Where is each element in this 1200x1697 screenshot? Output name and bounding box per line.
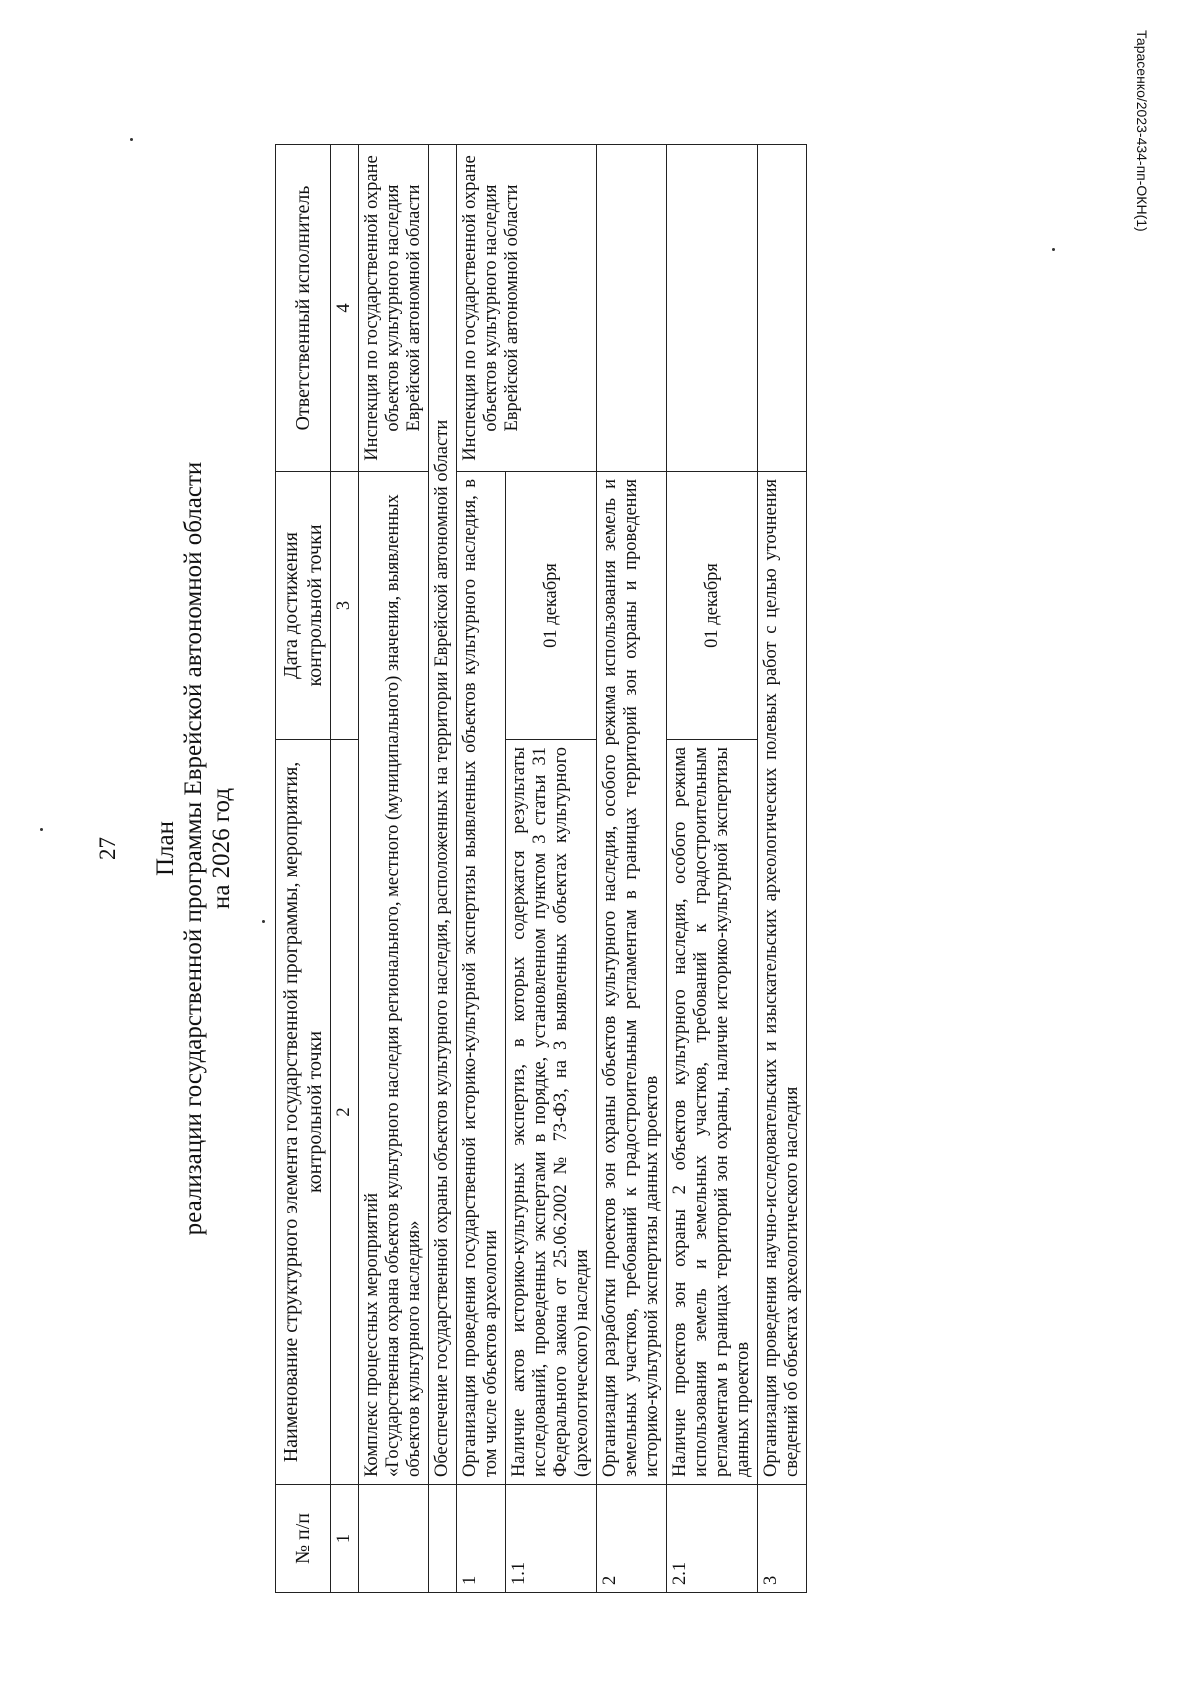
row-executor-empty: [758, 145, 807, 472]
page-title: [152, 0, 236, 1697]
row-num: 1: [457, 1485, 506, 1593]
row-num: 2.1: [667, 1485, 758, 1593]
task-num-cell: [429, 1485, 457, 1593]
header-name: Наименование структурного элемента государственной программы, мероприятия, контрольной точки: [276, 740, 331, 1485]
plan-table: [275, 144, 807, 1593]
document-code: Тарасенко/2023-434-пп-ОКН(1): [1134, 30, 1150, 232]
row-date: 01 декабря: [667, 472, 758, 740]
complex-row: [359, 145, 429, 1593]
row-num: 1.1: [506, 1485, 597, 1593]
header-executor: Ответственный исполнитель: [276, 145, 331, 472]
column-number: 3: [331, 472, 359, 740]
scan-speck: [40, 828, 43, 831]
table-row: [597, 145, 667, 1593]
row-text: Наличие проектов зон охраны 2 объектов культурного наследия, особого режима использования земель и земельных участков, требований к градостроительным регламентам в границах территорий зон охраны, наличие историко-культурной экспертизы данных проектов: [667, 740, 758, 1485]
row-executor: Инспекция по государственной охране объектов культурного наследия Еврейской автономной области: [457, 145, 597, 472]
row-executor-empty: [597, 145, 667, 472]
title-line-2: реализации государственной программы Еврейской автономной области: [180, 461, 207, 1236]
complex-cell: [359, 472, 429, 1485]
scan-speck: [262, 920, 265, 923]
row-date: 01 декабря: [506, 472, 597, 740]
table-row: [667, 145, 758, 1593]
column-number: 4: [331, 145, 359, 472]
complex-title: Комплекс процессных мероприятий: [362, 1192, 382, 1477]
row-text: Наличие актов историко-культурных экспертиз, в которых содержатся результаты исследований, проведенных экспертами в порядке, установленном пунктом 3 статьи 31 Федерального закона от 25.06.2002 № 73-ФЗ, на 3 выявленных объектах культурного (археологического) наследия: [506, 740, 597, 1485]
scan-speck: [130, 138, 133, 141]
table-row: [758, 145, 807, 1593]
row-num: 2: [597, 1485, 667, 1593]
complex-num-cell: [359, 1485, 429, 1593]
row-num: 3: [758, 1485, 807, 1593]
title-line-1: План: [152, 821, 179, 877]
header-num: № п/п: [276, 1485, 331, 1593]
table-row: [457, 145, 506, 1593]
row-text: Организация проведения научно-исследовательских и изыскательских археологических полевых работ с целью уточнения сведений об объектах археологического наследия: [758, 472, 807, 1485]
column-numbers-row: [331, 145, 359, 1593]
page-number: 27: [95, 837, 120, 860]
complex-name: «Государственная охрана объектов культурного наследия регионального, местного (муниципального) значения, выявленных объектов культурного наследия»: [383, 494, 424, 1477]
complex-executor: Инспекция по государственной охране объектов культурного наследия Еврейской автономной области: [359, 145, 429, 472]
row-executor-empty: [667, 145, 758, 472]
row-text: Организация проведения государственной историко-культурной экспертизы выявленных объектов культурного наследия, в том числе объектов археологии: [457, 472, 506, 1485]
header-date: Дата достижения контрольной точки: [276, 472, 331, 740]
header-row: [276, 145, 331, 1593]
task-row: [429, 145, 457, 1593]
title-line-3: на 2026 год: [208, 787, 235, 910]
scan-speck: [1052, 248, 1055, 251]
row-text: Организация разработки проектов зон охраны объектов культурного наследия, особого режима использования земель и земельных участков, требований к градостроительным регламентам в границах территорий зон охраны и проведения историко-культурной экспертизы данных проектов: [597, 472, 667, 1485]
column-number: 1: [331, 1485, 359, 1593]
task-text: Обеспечение государственной охраны объектов культурного наследия, расположенных на территории Еврейской автономной области: [429, 145, 457, 1485]
column-number: 2: [331, 740, 359, 1485]
